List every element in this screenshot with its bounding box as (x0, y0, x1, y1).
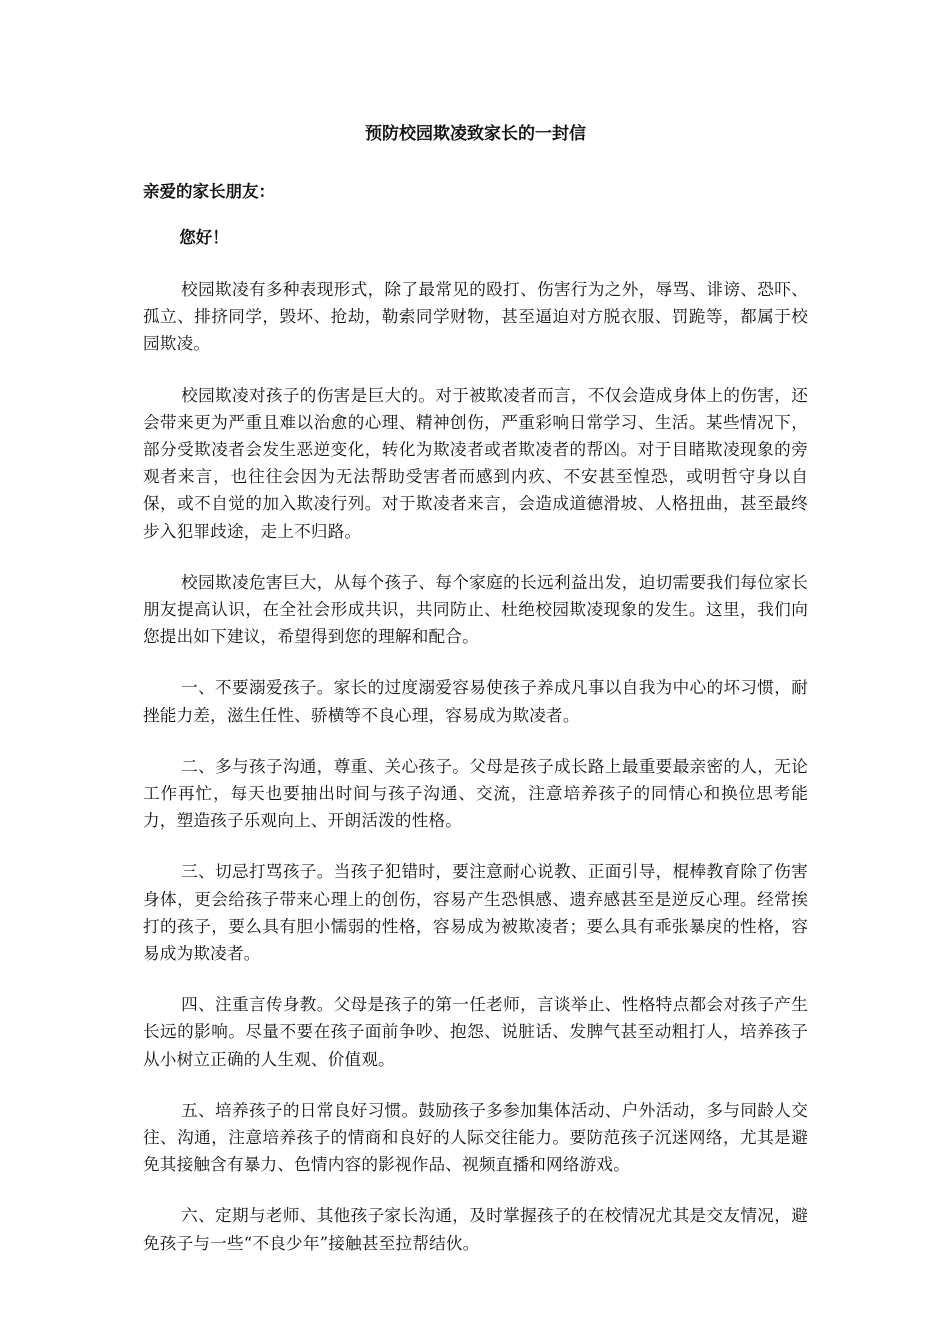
salutation: 亲爱的家长朋友： (143, 182, 275, 201)
paragraph-bullying-forms: 校园欺凌有多种表现形式，除了最常见的殴打、伤害行为之外，辱骂、诽谤、恐吓、孤立、排挤同学，毁坏、抢劫，勒索同学财物，甚至逼迫对方脱衣服、罚跪等，都属于校园欺凌。 (143, 280, 808, 354)
paragraph-advice-4: 四、注重言传身教。父母是孩子的第一任老师，言谈举止、性格特点都会对孩子产生长远的影响。尽量不要在孩子面前争吵、抱怨、说脏话、发脾气甚至动粗打人，培养孩子从小树立正确的人生观、价值观。 (143, 995, 808, 1069)
paragraph-advice-3: 三、切忌打骂孩子。当孩子犯错时，要注意耐心说教、正面引导，棍棒教育除了伤害身体，更会给孩子带来心理上的创伤，容易产生恐惧感、遗弃感甚至是逆反心理。经常挨打的孩子，要么具有胆小懦弱的性格，容易成为被欺凌者；要么具有乖张暴戾的性格，容易成为欺凌者。 (143, 862, 808, 964)
paragraph-advice-1: 一、不要溺爱孩子。家长的过度溺爱容易使孩子养成凡事以自我为中心的坏习惯，耐挫能力差，滋生任性、骄横等不良心理，容易成为欺凌者。 (143, 678, 808, 725)
paragraph-advice-6: 六、定期与老师、其他孩子家长沟通，及时掌握孩子的在校情况尤其是交友情况，避免孩子与一些“不良少年”接触甚至拉帮结伙。 (143, 1206, 808, 1253)
paragraph-call-to-action: 校园欺凌危害巨大，从每个孩子、每个家庭的长远利益出发，迫切需要我们每位家长朋友提高认识，在全社会形成共识，共同防止、杜绝校园欺凌现象的发生。这里，我们向您提出如下建议，希望得到您的理解和配合。 (143, 572, 808, 647)
greeting: 您好！ (179, 228, 229, 247)
paragraph-advice-2: 二、多与孩子沟通，尊重、关心孩子。父母是孩子成长路上最重要最亲密的人，无论工作再忙，每天也要抽出时间与孩子沟通、交流，注意培养孩子的同情心和换位思考能力，塑造孩子乐观向上、开朗活泼的性格。 (143, 756, 808, 831)
paragraph-bullying-harm: 校园欺凌对孩子的伤害是巨大的。对于被欺凌者而言，不仅会造成身体上的伤害，还会带来更为严重且难以治愈的心理、精神创伤，严重彩响日常学习、生活。某些情况下，部分受欺凌者会发生恶逆变化，转化为欺凌者或者欺凌者的帮凶。对于目睹欺凌现象的旁观者来言，也往往会因为无法帮助受害者而感到内疚、不安甚至惶恐，或明哲守身以自保，或不自觉的加入欺凌行列。对于欺凌者来言，会造成道德滑坡、人格扭曲，甚至最终步入犯罪歧途，走上不归路。 (143, 385, 808, 541)
paragraph-advice-5: 五、培养孩子的日常良好习惯。鼓励孩子多参加集体活动、户外活动，多与同龄人交往、沟通，注意培养孩子的情商和良好的人际交往能力。要防范孩子沉迷网络，尤其是避免其接触含有暴力、色情内容的影视作品、视频直播和网络游戏。 (143, 1100, 808, 1175)
letter-page (143, 120, 808, 1281)
document-title: 预防校园欺凌致家长的一封信 (365, 124, 586, 144)
